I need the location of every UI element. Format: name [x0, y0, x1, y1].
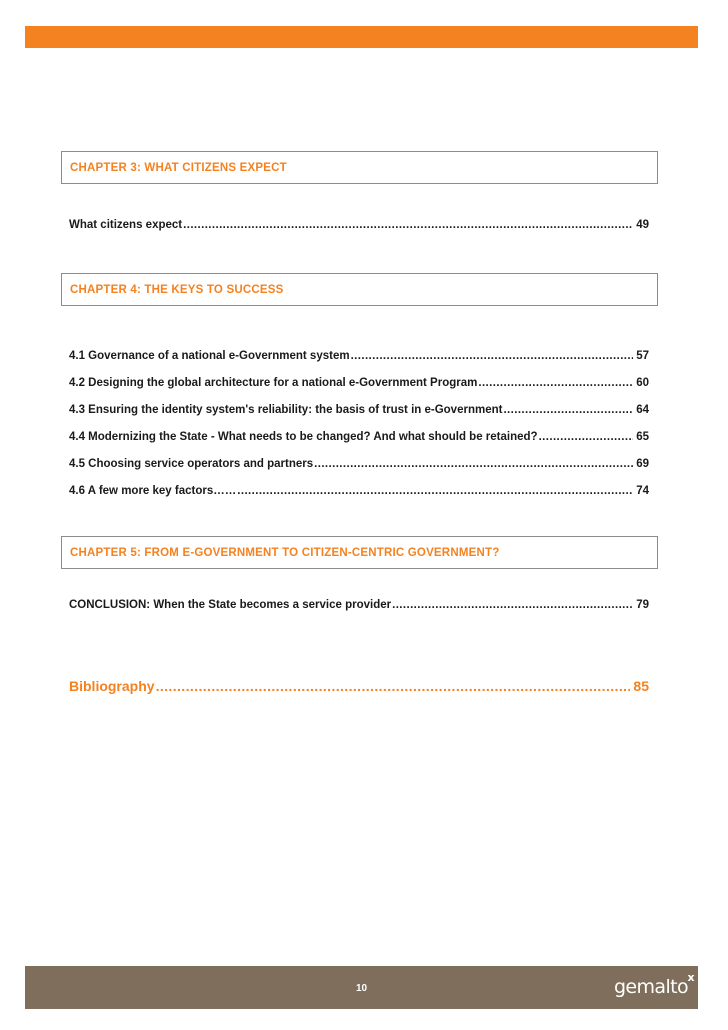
toc-entry-page: 60: [636, 377, 649, 389]
dot-leader: [156, 678, 631, 694]
dot-leader: [539, 431, 634, 443]
dot-leader: [351, 350, 634, 362]
dot-leader: [478, 377, 633, 389]
logo-mark-icon: x: [687, 971, 694, 984]
dot-leader: [314, 458, 633, 470]
chapter-3-box: [61, 151, 658, 184]
toc-entry-page: 85: [633, 678, 649, 694]
chapter-5-title: CHAPTER 5: FROM E-GOVERNMENT TO CITIZEN-CENTRIC GOVERNMENT?: [70, 547, 500, 559]
dot-leader: [503, 404, 633, 416]
toc-entry-4-5[interactable]: [69, 458, 649, 470]
dot-leader: [183, 219, 633, 231]
toc-entry-text: 4.6 A few more key factors……: [69, 485, 237, 497]
chapter-4-title: CHAPTER 4: THE KEYS TO SUCCESS: [70, 284, 284, 296]
toc-entry-page: 64: [636, 404, 649, 416]
chapter-3-title: CHAPTER 3: WHAT CITIZENS EXPECT: [70, 162, 287, 174]
toc-entry-text: 4.2 Designing the global architecture for a national e-Government Program: [69, 377, 478, 389]
dot-leader: [392, 599, 633, 611]
page-number: 10: [355, 983, 368, 994]
toc-entry-text: 4.5 Choosing service operators and partners: [69, 458, 314, 470]
toc-entry-text: Bibliography: [69, 678, 155, 694]
header-bar: [25, 26, 698, 48]
chapter-4-box: [61, 273, 658, 306]
toc-entry-bibliography[interactable]: [69, 678, 649, 694]
toc-entry-page: 74: [636, 485, 649, 497]
toc-entry-text: 4.4 Modernizing the State - What needs to be changed? And what should be retained?: [69, 431, 538, 443]
toc-entry-what-citizens-expect[interactable]: [69, 219, 649, 231]
toc-entry-text: 4.1 Governance of a national e-Government system: [69, 350, 350, 362]
gemalto-logo: [613, 971, 694, 998]
toc-entry-text: What citizens expect: [69, 219, 183, 231]
toc-entry-page: 79: [636, 599, 649, 611]
toc-entry-4-1[interactable]: [69, 350, 649, 362]
toc-entry-page: 65: [636, 431, 649, 443]
toc-entry-page: 49: [636, 219, 649, 231]
dot-leader: [237, 485, 633, 497]
toc-entry-text: 4.3 Ensuring the identity system's reliability: the basis of trust in e-Government: [69, 404, 503, 416]
logo-wordmark: gemalto: [613, 976, 688, 998]
toc-entry-4-3[interactable]: [69, 404, 649, 416]
toc-entry-4-2[interactable]: [69, 377, 649, 389]
toc-entry-4-4[interactable]: [69, 431, 649, 443]
toc-entry-page: 69: [636, 458, 649, 470]
toc-entry-text: CONCLUSION: When the State becomes a service provider: [69, 599, 392, 611]
toc-entry-conclusion[interactable]: [69, 599, 649, 611]
footer-bar: [25, 966, 698, 1009]
chapter-5-box: [61, 536, 658, 569]
toc-entry-page: 57: [636, 350, 649, 362]
toc-entry-4-6[interactable]: [69, 485, 649, 497]
